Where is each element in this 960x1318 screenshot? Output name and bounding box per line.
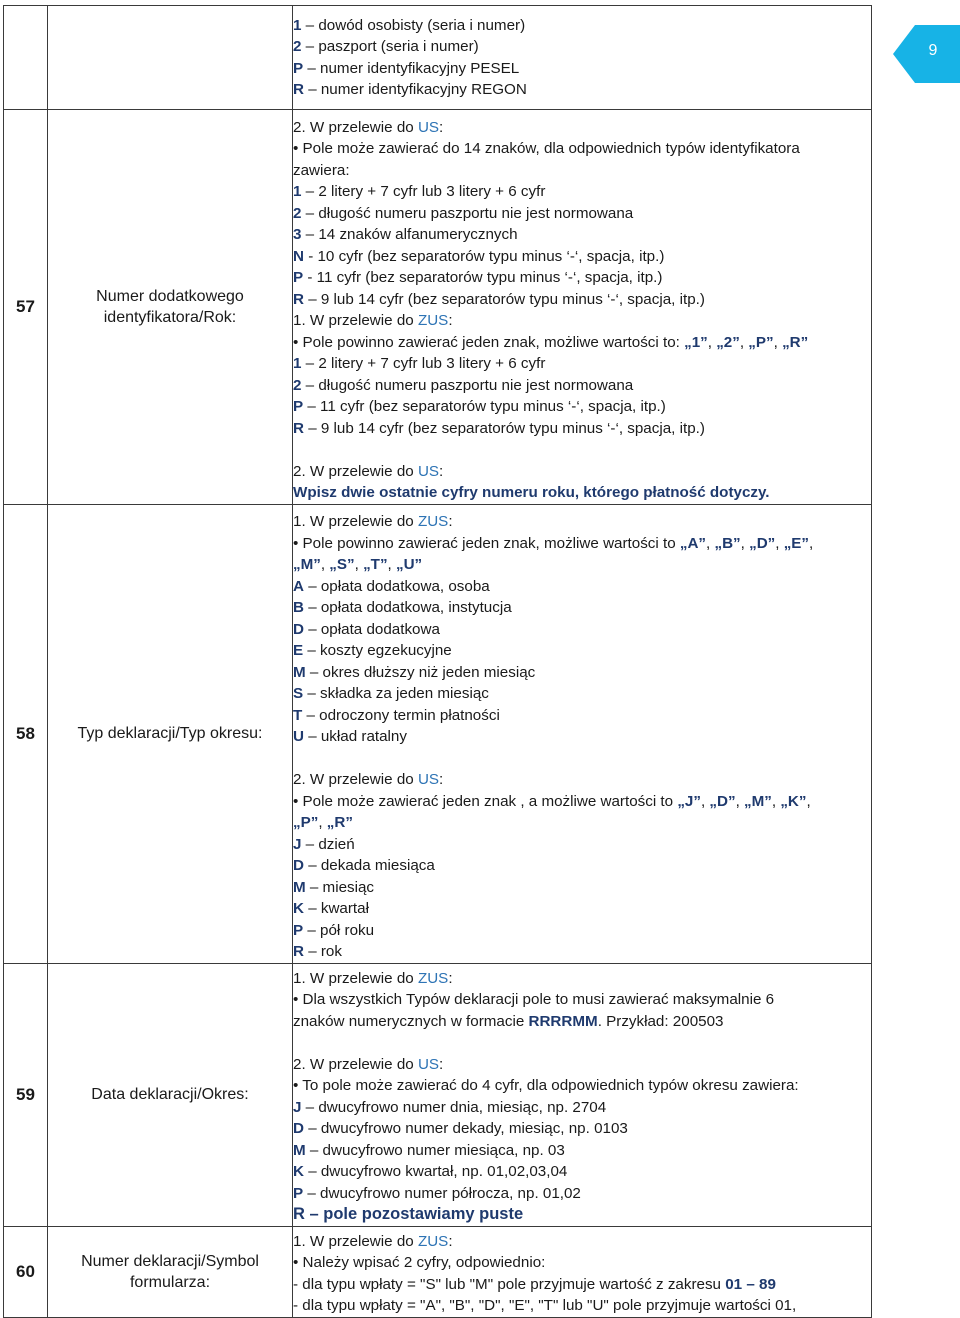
description-line: znaków numerycznych w formacie RRRRMM. Przykład: 200503 [293, 1012, 724, 1030]
description-line: P - 11 cyfr (bez separatorów typu minus ‘-‘, spacja, itp.) [293, 269, 663, 286]
description-line: - dla typu wpłaty = "S" lub "M" pole przyjmuje wartość z zakresu 01 – 89 [293, 1275, 776, 1293]
description-line: P – numer identyfikacyjny PESEL [293, 59, 520, 77]
description-line: Wpisz dwie ostatnie cyfry numeru roku, którego płatność dotyczy. [293, 484, 770, 501]
description-line [293, 1032, 871, 1054]
description-line: K – kwartał [293, 900, 369, 917]
table-row [4, 505, 872, 964]
description-line: D – dwucyfrowo numer dekady, miesiąc, np. 0103 [293, 1120, 628, 1137]
row-number: 60 [4, 1226, 48, 1317]
description-line: T – odroczony termin płatności [293, 706, 500, 724]
field-description [293, 963, 872, 1226]
table-row [4, 963, 872, 1226]
description-line: 1. W przelewie do ZUS: [293, 1232, 453, 1250]
description-line: P – 11 cyfr (bez separatorów typu minus ‘-‘, spacja, itp.) [293, 398, 666, 415]
description-line: „P”, „R” [293, 814, 353, 831]
description-line: R – 9 lub 14 cyfr (bez separatorów typu minus ‘-‘, spacja, itp.) [293, 419, 705, 437]
description-line: 2 – długość numeru paszportu nie jest normowana [293, 376, 634, 394]
description-line: R – numer identyfikacyjny REGON [293, 81, 527, 98]
description-line: • Pole powinno zawierać jeden znak, możliwe wartości to: „1”, „2”, „P”, „R” [293, 333, 809, 351]
table-row [4, 6, 872, 110]
description-line: 1 – 2 litery + 7 cyfr lub 3 litery + 6 cyfr [293, 183, 546, 200]
description-line: „M”, „S”, „T”, „U” [293, 556, 423, 573]
row-number: 59 [4, 963, 48, 1226]
field-description [293, 1226, 872, 1317]
field-description-table [3, 5, 872, 1318]
field-description [293, 110, 872, 505]
description-line: 1. W przelewie do ZUS: [293, 312, 453, 329]
description-line: • To pole może zawierać do 4 cyfr, dla odpowiednich typów okresu zawiera: [293, 1077, 799, 1094]
description-line: 3 – 14 znaków alfanumerycznych [293, 226, 518, 243]
field-name: Numer dodatkowego identyfikatora/Rok: [48, 110, 293, 505]
description-line: • Pole powinno zawierać jeden znak, możliwe wartości to „A”, „B”, „D”, „E”, [293, 534, 814, 552]
field-name: Typ deklaracji/Typ okresu: [48, 505, 293, 964]
description-line: P – pół roku [293, 921, 375, 939]
description-line: • Pole może zawierać jeden znak , a możliwe wartości to „J”, „D”, „M”, „K”, [293, 792, 811, 810]
field-name: Numer deklaracji/Symbol formularza: [48, 1226, 293, 1317]
description-line: • Pole może zawierać do 14 znaków, dla odpowiednich typów identyfikatora [293, 140, 800, 157]
description-line: K – dwucyfrowo kwartał, np. 01,02,03,04 [293, 1163, 568, 1180]
table-row [4, 1226, 872, 1317]
field-description [293, 6, 872, 110]
field-name [48, 6, 293, 110]
description-line: - dla typu wpłaty = "A", "B", "D", "E", "T" lub "U" pole przyjmuje wartości 01, [293, 1297, 797, 1314]
description-line: 1. W przelewie do ZUS: [293, 969, 453, 987]
description-line: D – opłata dodatkowa [293, 620, 440, 638]
description-line: M – miesiąc [293, 878, 375, 896]
description-line: R – pole pozostawiamy puste [293, 1205, 524, 1223]
field-description [293, 505, 872, 964]
description-line: D – dekada miesiąca [293, 857, 435, 874]
description-line: S – składka za jeden miesiąc [293, 685, 489, 702]
description-line [293, 439, 871, 461]
description-line: 2 – paszport (seria i numer) [293, 38, 479, 55]
description-line [293, 748, 871, 770]
description-line: 2. W przelewie do US: [293, 771, 444, 788]
description-line: M – dwucyfrowo numer miesiąca, np. 03 [293, 1141, 565, 1159]
description-line: zawiera: [293, 161, 350, 179]
description-line: A – opłata dodatkowa, osoba [293, 577, 490, 595]
row-number: 58 [4, 505, 48, 964]
row-number [4, 6, 48, 110]
description-line: 1. W przelewie do ZUS: [293, 513, 453, 530]
description-line: J – dwucyfrowo numer dnia, miesiąc, np. 2704 [293, 1098, 607, 1116]
description-line: N - 10 cyfr (bez separatorów typu minus ‘-‘, spacja, itp.) [293, 247, 665, 265]
description-line: 2. W przelewie do US: [293, 462, 444, 480]
description-line: U – układ ratalny [293, 728, 407, 745]
description-line: 2 – długość numeru paszportu nie jest normowana [293, 204, 634, 222]
description-line: M – okres dłuższy niż jeden miesiąc [293, 663, 536, 681]
description-line: R – 9 lub 14 cyfr (bez separatorów typu minus ‘-‘, spacja, itp.) [293, 290, 705, 308]
description-line: • Dla wszystkich Typów deklaracji pole to musi zawierać maksymalnie 6 [293, 991, 775, 1008]
description-line: 1 – dowód osobisty (seria i numer) [293, 16, 526, 34]
description-line: 1 – 2 litery + 7 cyfr lub 3 litery + 6 cyfr [293, 355, 546, 372]
description-line: R – rok [293, 943, 342, 960]
table-row [4, 110, 872, 505]
description-line: 2. W przelewie do US: [293, 118, 444, 136]
page-number-badge [893, 25, 960, 83]
description-line: P – dwucyfrowo numer półrocza, np. 01,02 [293, 1184, 581, 1202]
description-line: J – dzień [293, 835, 355, 853]
row-number: 57 [4, 110, 48, 505]
description-line: 2. W przelewie do US: [293, 1055, 444, 1073]
page-number: 9 [928, 42, 938, 59]
description-line: • Należy wpisać 2 cyfry, odpowiednio: [293, 1254, 546, 1271]
description-line: B – opłata dodatkowa, instytucja [293, 599, 512, 616]
description-line: E – koszty egzekucyjne [293, 642, 452, 659]
field-name: Data deklaracji/Okres: [48, 963, 293, 1226]
